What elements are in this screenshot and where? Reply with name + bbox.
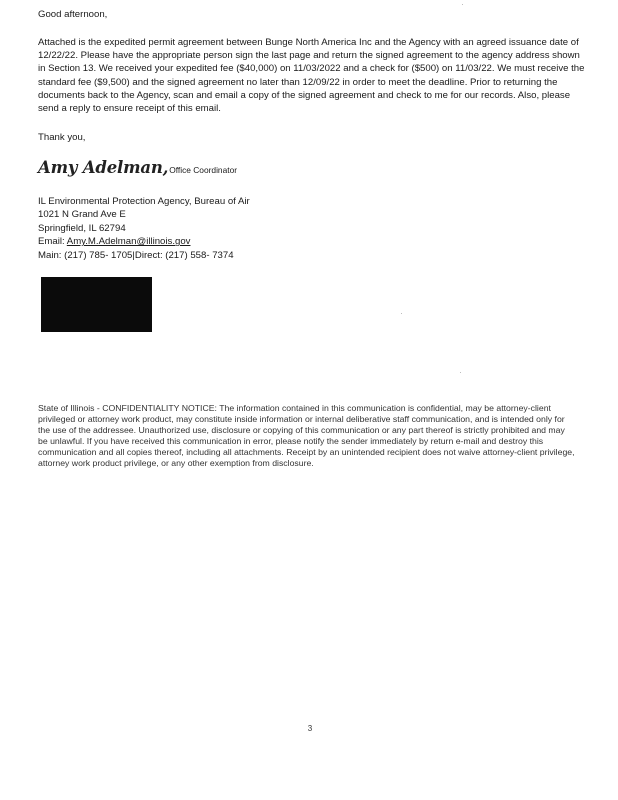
email-label: Email: xyxy=(38,236,67,248)
email-link[interactable]: Amy.M.Adelman@illinois.gov xyxy=(66,236,191,248)
signature-role: Office Coordinator xyxy=(169,165,238,175)
agency-name: IL Environmental Protection Agency, Bureau of Air xyxy=(38,196,250,207)
scan-speck xyxy=(401,313,402,314)
city-state-zip: Springfield, IL 62794 xyxy=(38,222,126,234)
contact-block xyxy=(38,195,250,262)
confidentiality-notice: State of Illinois - CONFIDENTIALITY NOTICE: The information contained in this communication is confidential, may be attorney-client privileged or attorney work product, may constitute inside information or internal deliberative staff communication, and is intended only for the use of the addressee. Unauthorized use, disclosure or copying of this communication or any part thereof is strictly prohibited and may be unlawful. If you have received this communication in error, please notify the sender immediately by return e-mail and destroy this communication and all copies thereof, including all attachments. Receipt by an unintended recipient does not waive attorney-client privilege, attorney work product privilege, or any other exemption from disclosure. xyxy=(38,403,575,468)
body-paragraph: Attached is the expedited permit agreement between Bunge North America Inc and the Agency with an agreed issuance date of 12/22/22. Please have the appropriate person sign the last page and return the signed agreement to the agency address shown in Section 13. We received your expedited fee ($40,000) on 11/03/2022 and a check for ($500) on 11/03/22. We must receive the standard fee ($9,500) and the signed agreement no later than 12/09/22 in order to meet the deadline. Prior to returning the documents back to the Agency, scan and email a copy of the signed agreement and check to me for our records. Also, please send a reply to ensure receipt of this email. xyxy=(38,37,585,115)
scan-speck xyxy=(460,372,461,373)
signature-name: Amy Adelman, xyxy=(38,158,169,177)
greeting: Good afternoon, xyxy=(38,9,108,20)
email-line xyxy=(38,235,250,248)
closing: Thank you, xyxy=(38,132,86,143)
street-address: 1021 N Grand Ave E xyxy=(38,209,126,221)
signature-block xyxy=(38,158,237,177)
scan-speck xyxy=(462,4,463,5)
page-number: 3 xyxy=(307,724,313,733)
phone-line: Main: (217) 785- 1705|Direct: (217) 558- 7374 xyxy=(38,249,234,261)
redaction-box xyxy=(41,277,152,332)
